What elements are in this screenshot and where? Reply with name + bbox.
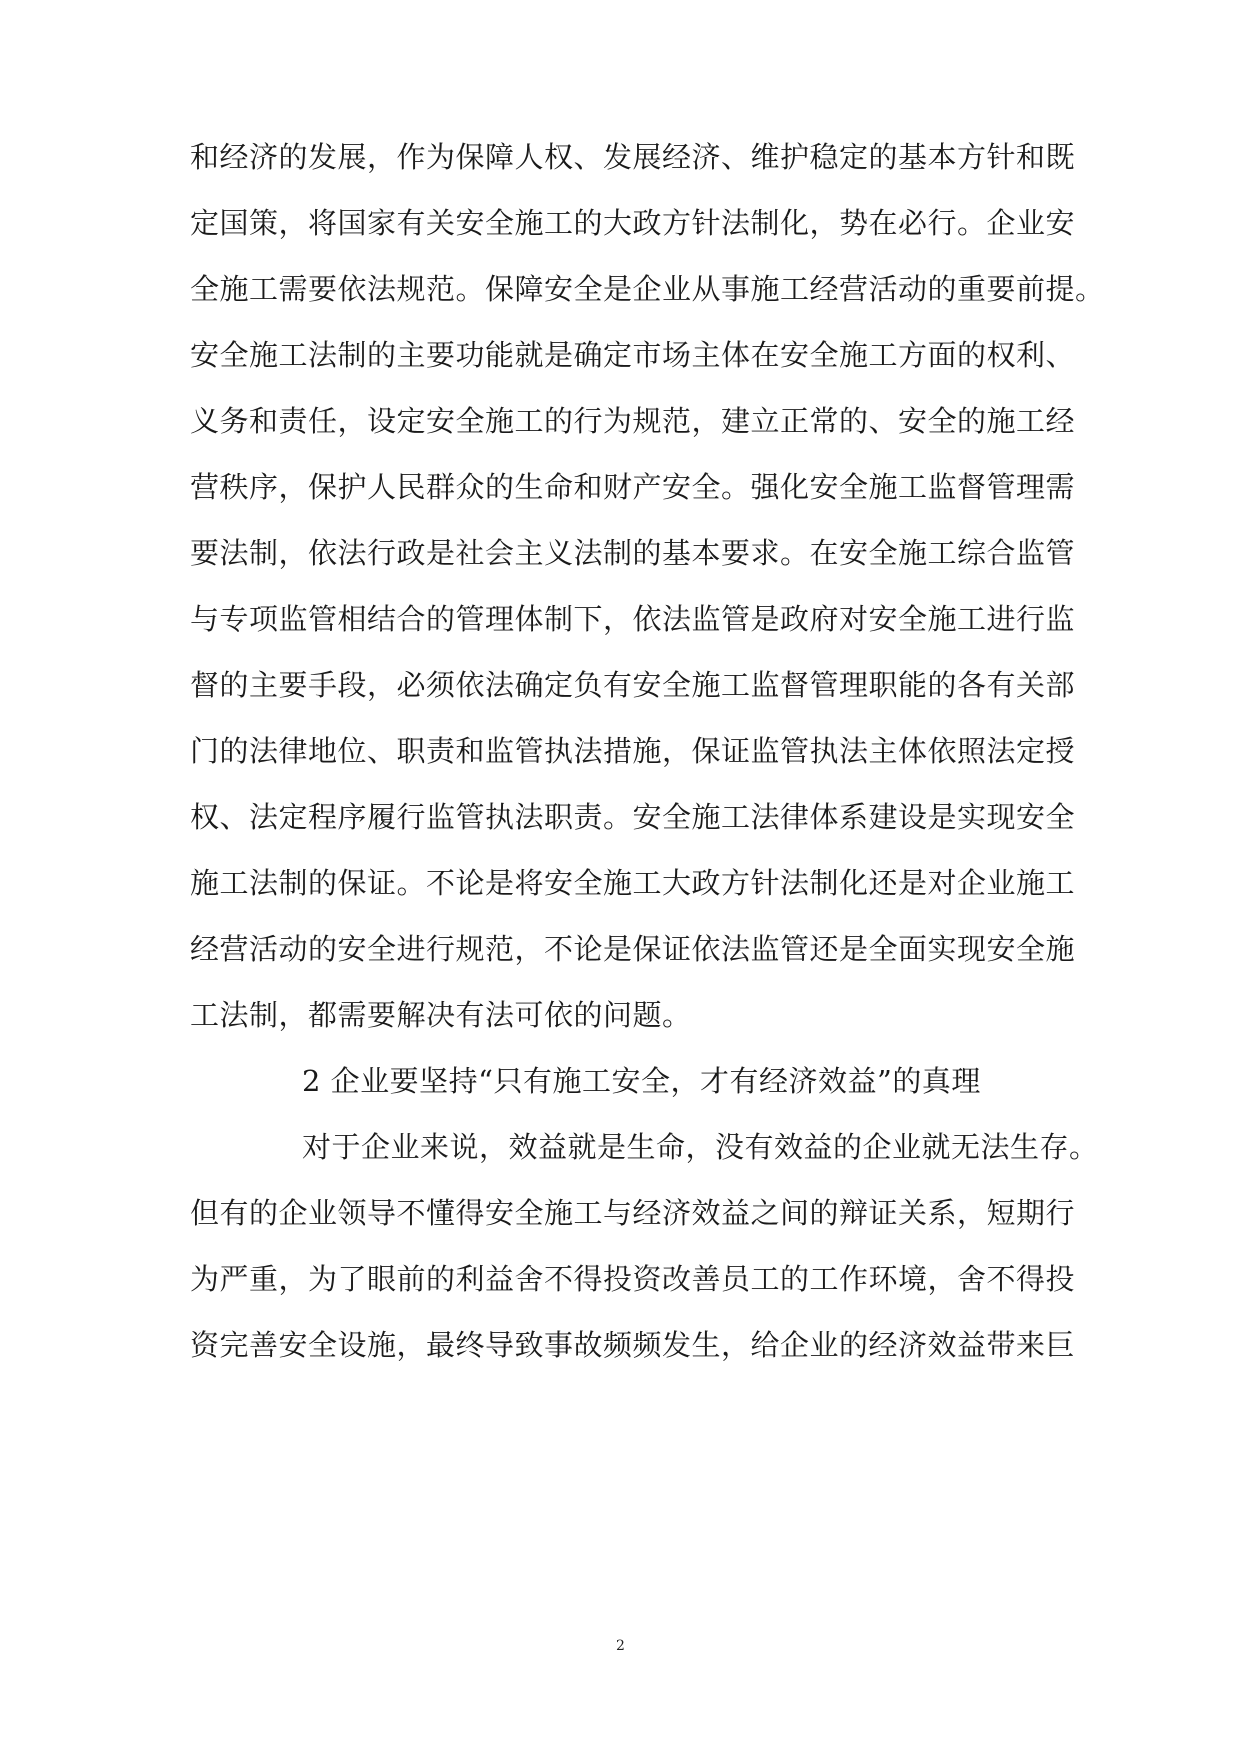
text-line: 督的主要手段，必须依法确定负有安全施工监督管理职能的各有关部 xyxy=(190,668,1076,702)
text-line: 对于企业来说，效益就是生命，没有效益的企业就无法生存。 xyxy=(302,1130,1099,1164)
text-line: 全施工需要依法规范。保障安全是企业从事施工经营活动的重要前提。 xyxy=(190,272,1105,306)
text-line: 权、法定程序履行监管执法职责。安全施工法律体系建设是实现安全 xyxy=(190,800,1076,834)
text-line: 要法制，依法行政是社会主义法制的基本要求。在安全施工综合监管 xyxy=(190,536,1076,570)
text-line: 安全施工法制的主要功能就是确定市场主体在安全施工方面的权利、 xyxy=(190,338,1076,372)
page-number: 2 xyxy=(616,1638,625,1654)
text-line: 定国策，将国家有关安全施工的大政方针法制化，势在必行。企业安 xyxy=(190,206,1076,240)
text-line: 资完善安全设施，最终导致事故频频发生，给企业的经济效益带来巨 xyxy=(190,1328,1076,1362)
text-line: 和经济的发展，作为保障人权、发展经济、维护稳定的基本方针和既 xyxy=(190,140,1076,174)
text-line: 义务和责任，设定安全施工的行为规范，建立正常的、安全的施工经 xyxy=(190,404,1076,438)
text-line: 经营活动的安全进行规范，不论是保证依法监管还是全面实现安全施 xyxy=(190,932,1076,966)
section-heading: 2 企业要坚持“只有施工安全，才有经济效益”的真理 xyxy=(302,1064,981,1098)
text-line: 但有的企业领导不懂得安全施工与经济效益之间的辩证关系，短期行 xyxy=(190,1196,1076,1230)
text-line: 为严重，为了眼前的利益舍不得投资改善员工的工作环境，舍不得投 xyxy=(190,1262,1076,1296)
text-line: 与专项监管相结合的管理体制下，依法监管是政府对安全施工进行监 xyxy=(190,602,1076,636)
text-line: 门的法律地位、职责和监管执法措施，保证监管执法主体依照法定授 xyxy=(190,734,1076,768)
text-line: 施工法制的保证。不论是将安全施工大政方针法制化还是对企业施工 xyxy=(190,866,1076,900)
text-line: 营秩序，保护人民群众的生命和财产安全。强化安全施工监督管理需 xyxy=(190,470,1076,504)
text-line: 工法制，都需要解决有法可依的问题。 xyxy=(190,998,692,1032)
